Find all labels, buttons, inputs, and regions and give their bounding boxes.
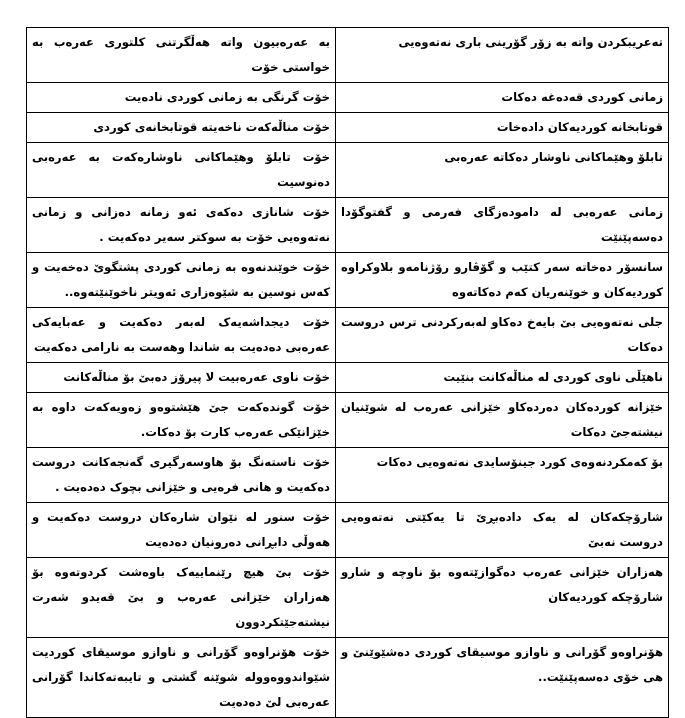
cell-right: شارۆچکەکان لە یەک دادەبڕێ تا یەکێتی نەتەوەیی دروست نەبێ (336, 503, 669, 558)
cell-right: سانسۆر دەخاتە سەر کتێب و گۆڤارو رۆژنامەو بلاوکراوە کوردیەکان و خوێنەریان کەم دەکاتەوە (336, 253, 669, 308)
cell-right: خێزانە کوردەکان دەردەکاو خێزانی عەرەب لە شوێنیان نیشتەجێ دەکات (336, 393, 669, 448)
cell-right: قوتابخانە کوردیەکان دادەخات (336, 113, 669, 143)
table-row (27, 638, 669, 718)
comparison-table (26, 27, 669, 718)
cell-left: خۆت سنور لە نێوان شارەکان دروست دەکەیت و هەوڵی دابڕانی دەرونیان دەدەیت (27, 503, 336, 558)
cell-right: ناهێڵی ناوی کوردی لە مناڵەکانت بنێیت (336, 363, 669, 393)
cell-left: خۆت هۆنراوەو گۆرانی و ناوازو موسیقای کوردیت شێواندووەوولە شوێنە گشتی و تایبەتەکاندا گۆرانی عەرەبی لێ دەدەیت (27, 638, 336, 718)
cell-left: خۆت مناڵەکەت ناخەیتە قوتابخانەی کوردی (27, 113, 336, 143)
cell-right: تابلۆ وهێماکانی ناوشار دەکاتە عەرەبی (336, 143, 669, 198)
table-row (27, 363, 669, 393)
cell-right: زمانی عەرەبی لە دامودەزگای فەرمی و گفتوگۆدا دەسەپێنێت (336, 198, 669, 253)
table-row (27, 393, 669, 448)
cell-left: خۆت ناستەنگ بۆ هاوسەرگیری گەنجەکانت دروست دەکەیت و هانی فرەیی و خێزانی بچوک دەدەیت . (27, 448, 336, 503)
table-row (27, 448, 669, 503)
cell-left: خۆت شانازی دەکەی ئەو زمانە دەزانی و زمانی نەتەوەیی خۆت بە سوکتر سەیر دەکەیت . (27, 198, 336, 253)
table-row (27, 113, 669, 143)
cell-left: خۆت گرنگی بە زمانی کوردی نادەیت (27, 83, 336, 113)
table-row (27, 143, 669, 198)
table-row (27, 198, 669, 253)
cell-left: خۆت گوندەکەت جێ هێشتوەو زەویەکەت داوە بە خێزانێکی عەرەب کارت بۆ دەکات. (27, 393, 336, 448)
table-row (27, 503, 669, 558)
cell-left: خۆت تابلۆ وهێماکانی ناوشارەکەت بە عەرەبی دەنوسیت (27, 143, 336, 198)
table-row (27, 83, 669, 113)
table-row (27, 253, 669, 308)
cell-right: جلی نەتەوەیی بێ بایەخ دەکاو لەبەرکردنی ترس دروست دەکات (336, 308, 669, 363)
cell-left: خۆت ناوی عەرەبیت لا پیرۆز دەبێ بۆ مناڵەکانت (27, 363, 336, 393)
cell-left: خۆت خوێندنەوە بە زمانی کوردی پشتگوێ دەخەیت و کەس نوسین بە شێوەزاری ئەویتر ناخوێنێتەوە.. (27, 253, 336, 308)
table-row (27, 558, 669, 638)
document-page (26, 27, 663, 718)
cell-left: خۆت بێ هیچ رێنماییەک باوەشت کردوتەوە بۆ هەزاران خێزانی عەرەب و بێ قەیدو شەرت نیشتەجێتکردوون (27, 558, 336, 638)
cell-left: خۆت دیجداشەیەک لەبەر دەکەیت و عەبایەکی عەرەبی دەدەیت بە شاندا وهەست بە نارامی دەکەیت (27, 308, 336, 363)
cell-left: بە عەرەبیون واتە هەڵگرتنی کلتوری عەرەب بە خواستی خۆت (27, 28, 336, 83)
cell-right: هەزاران خێزانی عەرەب دەگوازێتەوە بۆ ناوچە و شارو شارۆچکە کوردیەکان (336, 558, 669, 638)
comparison-table-body (27, 28, 669, 718)
cell-right: تەعریبکردن واتە بە زۆر گۆرینی باری نەتەوەیی (336, 28, 669, 83)
table-row (27, 308, 669, 363)
cell-right: زمانی کوردی قەدەغە دەکات (336, 83, 669, 113)
cell-right: بۆ کەمکردنەوەی کورد جینۆسایدی نەتەوەیی دەکات (336, 448, 669, 503)
table-row (27, 28, 669, 83)
cell-right: هۆنراوەو گۆرانی و ناوازو موسیقای کوردی دەشێوێنێ و هی خۆی دەسەپێنێت.. (336, 638, 669, 718)
